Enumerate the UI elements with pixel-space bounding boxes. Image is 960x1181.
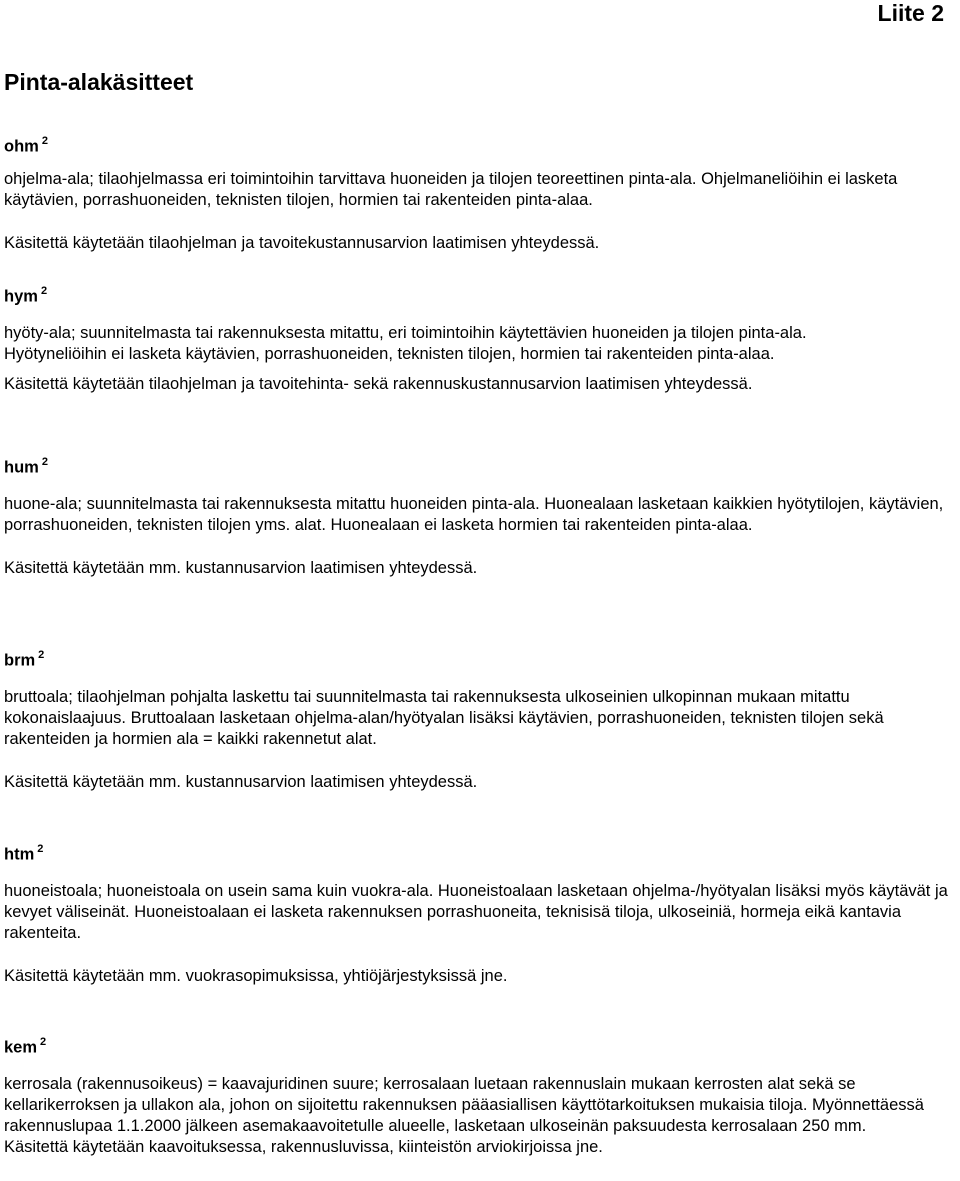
section-htm — [4, 840, 956, 988]
definition-paragraph: bruttoala; tilaohjelman pohjalta laskettu tai suunnitelmasta tai rakennuksesta ulkoseinien ulkopinnan mukaan mitattu kokonaislaajuus. Bruttoalaan lasketaan ohjelma-alan/hyötyalan lisäksi käytävien, porrashuoneiden, teknisten tilojen sekä rakenteiden ja hormien ala = kaikki rakennetut alat. — [4, 687, 884, 749]
term-exponent: 2 — [41, 456, 48, 468]
definition-paragraph: kerrosala (rakennusoikeus) = kaavajuridinen suure; kerrosalaan luetaan rakennuslain mukaan kerrosten alat sekä se kellarikerroksen ja ullakon ala, johon on sijoitettu rakennuksen pääasiallisen käyttötarkoituksen mukaisia tiloja. Myönnettäessä rakennuslupaa 1.1.2000 jälkeen asemakaavoitetulle alueelle, lasketaan ulkoseinän paksuudesta kerrosalaan 250 mm. — [4, 1074, 924, 1136]
usage-paragraph: Käsitettä käytetään mm. kustannusarvion laatimisen yhteydessä. — [4, 773, 478, 792]
term-heading — [4, 132, 956, 157]
term-exponent: 2 — [41, 135, 48, 147]
term-heading — [4, 282, 956, 307]
section-hym — [4, 282, 956, 395]
term-heading — [4, 646, 956, 671]
section-kem — [4, 1033, 956, 1159]
term-abbreviation: brm — [4, 651, 36, 670]
term-exponent: 2 — [40, 285, 48, 297]
term-abbreviation: kem — [4, 1038, 38, 1057]
term-exponent: 2 — [40, 1036, 47, 1048]
definition-paragraph: hyöty-ala; suunnitelmasta tai rakennuksesta mitattu, eri toimintoihin käytettävien huoneiden ja tilojen pinta-ala. — [4, 323, 807, 342]
definition-paragraph: huone-ala; suunnitelmasta tai rakennuksesta mitattu huoneiden pinta-ala. Huonealaan lasketaan kaikkien hyötytilojen, käytävien, porrashuoneiden, teknisten tilojen yms. alat. Huonealaan ei lasketa hormien tai rakenteiden pinta-alaa. — [4, 494, 944, 534]
section-hum — [4, 453, 956, 579]
usage-paragraph: Käsitettä käytetään tilaohjelman ja tavoitehinta- sekä rakennuskustannusarvion laatimisen yhteydessä. — [4, 375, 753, 394]
definition-paragraph: huoneistoala; huoneistoala on usein sama kuin vuokra-ala. Huoneistoalaan lasketaan ohjelma-/hyötyalan lisäksi myös käytävät ja kevyet väliseinät. Huoneistoalaan ei lasketa rakennuksen porrashuoneita, teknisisä tiloja, ulkoseiniä, hormeja eikä kantavia rakenteita. — [4, 881, 948, 943]
term-abbreviation: ohm — [4, 137, 39, 156]
term-heading — [4, 1033, 956, 1058]
document-title: Pinta-alakäsitteet — [4, 69, 194, 95]
usage-paragraph: Käsitettä käytetään mm. vuokrasopimuksissa, yhtiöjärjestyksissä jne. — [4, 967, 508, 986]
term-exponent: 2 — [38, 649, 45, 661]
appendix-label: Liite 2 — [877, 0, 944, 26]
usage-paragraph: Käsitettä käytetään kaavoituksessa, rakennusluvissa, kiinteistön arviokirjoissa jne. — [4, 1138, 603, 1157]
usage-paragraph: Käsitettä käytetään tilaohjelman ja tavoitekustannusarvion laatimisen yhteydessä. — [4, 234, 600, 253]
exclusion-paragraph: Hyötyneliöihin ei lasketa käytävien, porrashuoneiden, teknisten tilojen, hormien tai rakenteiden pinta-alaa. — [4, 344, 775, 363]
term-heading — [4, 840, 956, 865]
usage-paragraph: Käsitettä käytetään mm. kustannusarvion laatimisen yhteydessä. — [4, 559, 478, 578]
term-abbreviation: htm — [4, 845, 35, 864]
section-ohm — [4, 132, 956, 254]
term-heading — [4, 453, 956, 478]
definition-paragraph: ohjelma-ala; tilaohjelmassa eri toimintoihin tarvittava huoneiden ja tilojen teoreettinen pinta-ala. Ohjelmaneliöihin ei lasketa käytävien, porrashuoneiden, teknisten tilojen, hormien tai rakenteiden pinta-alaa. — [4, 169, 898, 209]
term-abbreviation: hym — [4, 287, 38, 306]
term-exponent: 2 — [37, 843, 44, 855]
term-abbreviation: hum — [4, 458, 39, 477]
section-brm — [4, 646, 956, 794]
